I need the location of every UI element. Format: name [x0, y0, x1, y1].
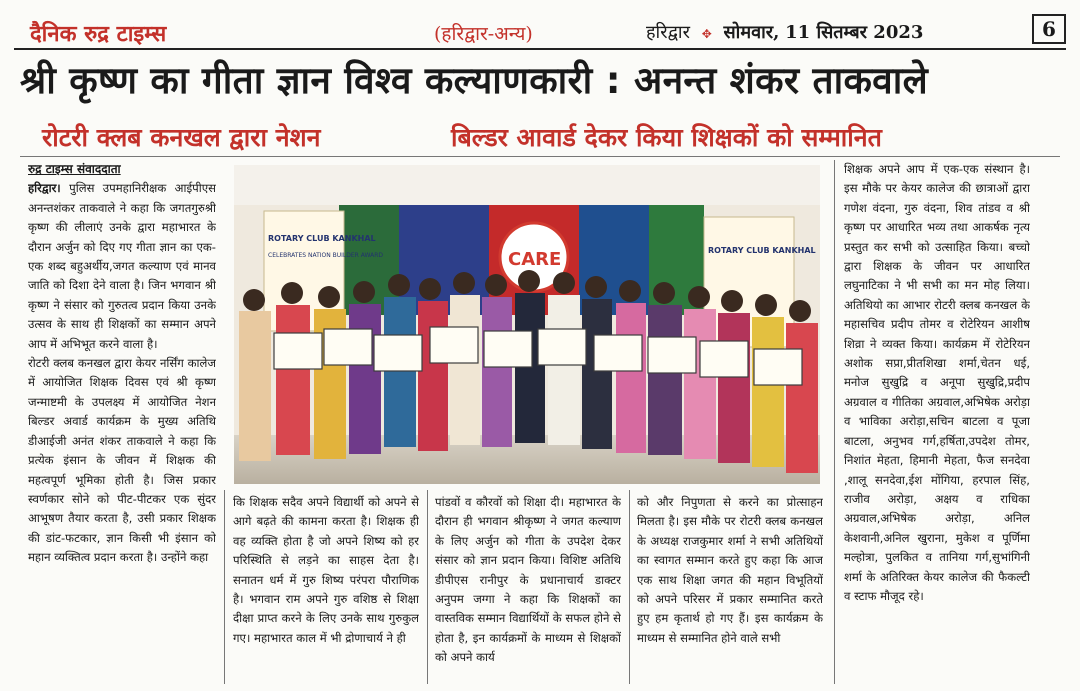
- dateline-date: 11 सितम्बर 2023: [785, 22, 924, 43]
- banner-left-text: ROTARY CLUB KANKHAL: [268, 234, 376, 243]
- column-divider: [427, 490, 428, 684]
- article-column-1: [28, 160, 216, 684]
- page-number: 6: [1032, 14, 1066, 44]
- column-divider: [224, 490, 225, 684]
- dateline: [646, 20, 923, 44]
- subheadline-right: बिल्डर आवार्ड देकर किया शिक्षकों को सम्मानित: [451, 123, 882, 152]
- masthead: [14, 14, 1066, 50]
- article-column-2: कि शिक्षक सदैव अपने विद्यार्थी को अपने से आगे बढ़ते की कामना करता है। शिक्षक ही वह व्यक्ति होता है जो अपने शिष्य को हर परिस्थिति से लड़ने का साहस देता है। सनातन धर्म में गुरु शिष्य परंपरा पौराणिक है। भगवान राम अपने गुरु वशिष्ठ से शिक्षा दीक्षा प्राप्त करने के लिए उनके साथ गुरुकुल गए। महाभारत काल में भी द्रोणाचार्य ने ही: [233, 495, 419, 645]
- banner-right-text: ROTARY CLUB KANKHAL: [708, 246, 816, 255]
- article-paragraph-2: रोटरी क्लब कनखल द्वारा केयर नर्सिंग कालेज में आयोजित शिक्षक दिवस एवं श्री कृष्ण जन्माष्टमी के उपलक्ष्य में आयोजित नेशन बिल्डर अवार्ड कार्यक्रम के मुख्य अतिथि डीआईजी अनंत शंकर ताकवाले ने कहा कि प्रत्येक इंसान के जीवन में शिक्षक की महत्वपूर्ण भूमिका होती है। जिस प्रकार स्वर्णकार सोने को पीट-पीटकर एक सुंदर आभूषण तैयार करता है, उसी प्रकार शिक्षक की डांट-फटकार, ज्ञान किसी भी इंसान को महान व्यक्तित्व प्रदान करता है। उन्होंने कहा: [28, 356, 216, 565]
- dateline-city: हरिद्वार: [646, 22, 690, 43]
- article-column-5: शिक्षक अपने आप में एक-एक संस्थान है। इस मौके पर केयर कालेज की छात्राओं द्वारा गणेश वंदना, गुरु वंदना, शिव तांडव व श्री कृष्ण पर आधारित भव्य तथा आकर्षक नृत्य प्रस्तुत कर सभी को उत्साहित किया। बच्चो द्वारा शिक्षक के जीवन पर आधारित लघुनाटिका ने भी सभी का मन मोह लिया। अतिथियो का आभार रोटरी क्लब कनखल के महासचिव प्रदीप तोमर व रोटेरियन आशीष शिव्रा ने व्यक्त किया। कार्यक्रम में रोटेरियन अशोक सप्रा,प्रीतशिखा शर्मा,चेतन धई, मनोज सुखुद्रि व अनूपा सुखुद्रि,प्रदीप अग्रवाल व गीतिका अग्रवाल,अभिषेक अरोड़ा व भाविका अरोड़ा,सचिन बाटला व पूजा बाटला, अनुभव गर्ग,हर्षिता,उपदेश तोमर, निशांत मेहता, हिमानी मेहता, फैज सनदेवा ,शालू सनदेवा,ईश मोंगिया, हरपाल सिंह, राजीव अरोड़ा, अक्षय व राधिका अग्रवाल,अभिषेक अरोड़ा, अनिल केशवानी,अनिल खुराना, मुकेश व पूर्णिमा मल्होत्रा, पुलकित व तानिया गर्ग,सुभांगिनी शर्मा के अतिरिक्त केयर कालेज की फैकल्टी व स्टाफ मौजूद रहे।: [844, 162, 1030, 603]
- article-column-3: पांडवों व कौरवों को शिक्षा दी। महाभारत के दौरान ही भगवान श्रीकृष्ण ने जगत कल्याण के लिए अर्जुन को गीता के उपदेश देकर संसार को ज्ञान प्रदान किया। विशिष्ट अतिथि डीपीएस रानीपुर के प्रधानाचार्य डाक्टर अनुपम जग्गा ने कहा कि शिक्षकों का वास्तविक सम्मान विद्यार्थियों के सफल होने से होता है, इन कार्यक्रमों के माध्यम से शिक्षकों को अपने कार्य: [435, 495, 621, 665]
- section-label: (हरिद्वार-अन्य): [434, 23, 533, 45]
- banner-left-subtext: CELEBRATES NATION BUILDER AWARD: [268, 252, 384, 259]
- dateline-day: सोमवार,: [723, 22, 780, 43]
- article-paragraph-1-text: पुलिस उपमहानिरीक्षक आईपीएस अनन्तशंकर ताकवाले ने कहा कि जगतगुरुश्री कृष्ण की लीलाएं उनके द्वारा महाभारत के दौरान अर्जुन को दिए गए गीता ज्ञान का एक-एक शब्द बहुअर्थीय,जगत कल्याण एवं मानव जाति को दिशा देने वाला है। जिन भगवान श्री कृष्ण ने संसार को गुरुतत्व प्रदान किया उनके उत्सव के साथ ही शिक्षकों का सम्मान अपने आप में अभिभूत करने वाला है।: [28, 181, 216, 351]
- article-column-4: को और निपुणता से करने का प्रोत्साहन मिलता है। इस मौके पर रोटरी क्लब कनखल के अध्यक्ष राजकुमार शर्मा ने सभी अतिथियों का स्वागत सम्मान करते हुए कहा कि आज एक साथ शिक्षा जगत की महान विभूतियों को अपने परिसर में प्रकार सम्मानित करते हुए हम कृतार्थ हो गए हैं। इस कार्यक्रम के माध्यम से सम्मानित होने वाले सभी: [637, 495, 823, 645]
- paper-name: दैनिक रुद्र टाइम्स: [30, 21, 167, 47]
- dateline-city-lead: हरिद्वार।: [28, 181, 61, 196]
- event-photo: [234, 165, 820, 484]
- column-divider: [834, 160, 835, 684]
- column-divider: [629, 490, 630, 684]
- section-divider: [20, 156, 1060, 157]
- diamond-icon: ✥: [701, 27, 712, 41]
- byline: रुद्र टाइम्स संवाददाता: [28, 162, 121, 176]
- headline: श्री कृष्ण का गीता ज्ञान विश्व कल्याणकारी : अनन्त शंकर ताकवाले: [20, 59, 929, 102]
- article-paragraph-1: [28, 179, 216, 354]
- banner-center-text: CARE: [508, 249, 562, 270]
- subheadline-left: रोटरी क्लब कनखल द्वारा नेशन: [42, 123, 321, 152]
